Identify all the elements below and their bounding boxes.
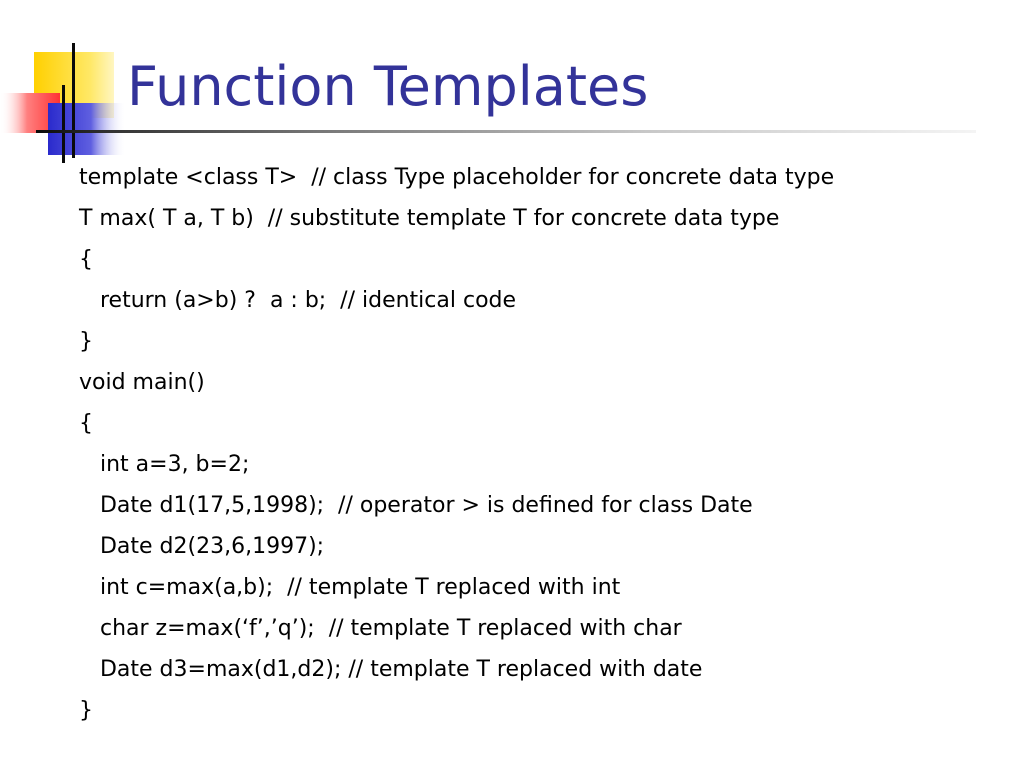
code-line: T max( T a, T b) // substitute template T for concrete data type — [79, 206, 780, 231]
code-line: int a=3, b=2; — [79, 452, 250, 477]
code-line: return (a>b) ? a : b; // identical code — [79, 288, 517, 313]
code-listing — [79, 159, 834, 733]
code-line: } — [79, 698, 93, 723]
code-line: { — [79, 247, 93, 272]
code-line: Date d3=max(d1,d2); // template T replaced with date — [79, 657, 703, 682]
code-line: Date d2(23,6,1997); — [79, 534, 325, 559]
title-divider — [36, 130, 976, 133]
code-line: void main() — [79, 370, 205, 395]
code-line: int c=max(a,b); // template T replaced with int — [79, 575, 621, 600]
code-line: template <class T> // class Type placeholder for concrete data type — [79, 165, 835, 190]
code-line: Date d1(17,5,1998); // operator > is defined for class Date — [79, 493, 753, 518]
code-line: } — [79, 329, 93, 354]
slide-logo-graphic — [0, 0, 130, 165]
code-line: char z=max(‘f’,’q’); // template T replaced with char — [79, 616, 682, 641]
slide-title: Function Templates — [127, 55, 649, 118]
code-line: { — [79, 411, 93, 436]
